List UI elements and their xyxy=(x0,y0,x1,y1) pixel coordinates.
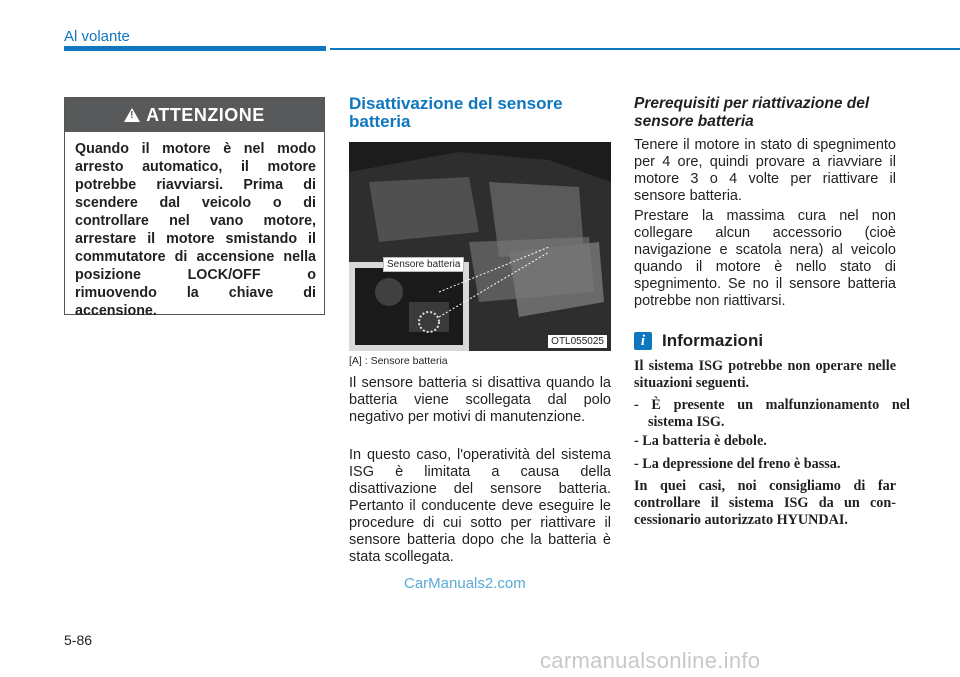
warning-title: ATTENZIONE xyxy=(146,104,265,125)
footer-site: carmanualsonline.info xyxy=(540,648,761,673)
warning-header xyxy=(65,98,324,132)
paragraph: Tenere il motore in stato di spegnimento per 4 ore, quindi provare a riavviare il motore 3 o 4 volte per riattivare il sensore batteria. xyxy=(634,137,896,204)
header-rule-thin xyxy=(330,48,960,50)
paragraph: Prestare la massima cura nel non collegare alcun accessorio (cioè navigazione e scatola nera) al veicolo quando il motore è nello stato di spegnimento. Se no il sensore batteria potrebbe non riattivarsi. xyxy=(634,208,896,309)
engine-bay-illustration xyxy=(349,142,611,351)
page-number: 5-86 xyxy=(64,632,93,648)
paragraph: Il sensore batteria si disattiva quando la batteria viene scollegata dal polo negativo per motivi di manutenzione. xyxy=(349,375,611,425)
paragraph: In questo caso, l'operatività del sistema ISG è limitata a causa della disattivazione del sensore batteria. Pertanto il conducente deve eseguire le procedure di cui sotto per riattivare il sensore batteria dopo che la batteria è stata scollegata. xyxy=(349,447,611,565)
info-title: Informazioni xyxy=(662,331,764,350)
watermark: CarManuals2.com xyxy=(404,575,526,592)
section-title: Al volante xyxy=(64,28,130,45)
info-icon: i xyxy=(634,332,652,350)
info-list-item: - La batteria è debole. xyxy=(634,433,767,449)
header-rule-thick xyxy=(64,46,326,51)
warning-text: Quando il motore è nel modo arresto automatico, il motore potrebbe riavviarsi. Prima di scendere dal veicolo o di controllare nel vano motore, arrestare il motore smistando il commutatore di accensione nella posizione LOCK/OFF o rimuovendo la chiave di accensione. xyxy=(75,141,316,319)
warning-triangle-icon xyxy=(124,108,140,122)
info-paragraph: In quei casi, noi consigliamo di far controllare il sistema ISG da un con- cessionario autorizzato HYUNDAI. xyxy=(634,478,896,528)
info-paragraph: Il sistema ISG potrebbe non operare nelle situazioni seguenti. xyxy=(634,358,896,391)
section-heading-prerequisites: Prerequisiti per riattivazione del sensore batteria xyxy=(634,95,870,130)
image-caption: [A] : Sensore batteria xyxy=(349,355,448,367)
image-code: OTL055025 xyxy=(548,335,607,348)
warning-box xyxy=(64,97,325,319)
info-list-item: - La depressione del freno è bassa. xyxy=(634,456,841,472)
image-label: Sensore batteria xyxy=(383,257,464,272)
section-heading-battery-sensor: Disattivazione del sensore batteria xyxy=(349,94,563,131)
engine-bay-photo xyxy=(349,142,611,351)
info-list-item: - È presente un malfunzionamento nel sistema ISG. xyxy=(634,397,910,430)
info-header xyxy=(634,331,763,351)
